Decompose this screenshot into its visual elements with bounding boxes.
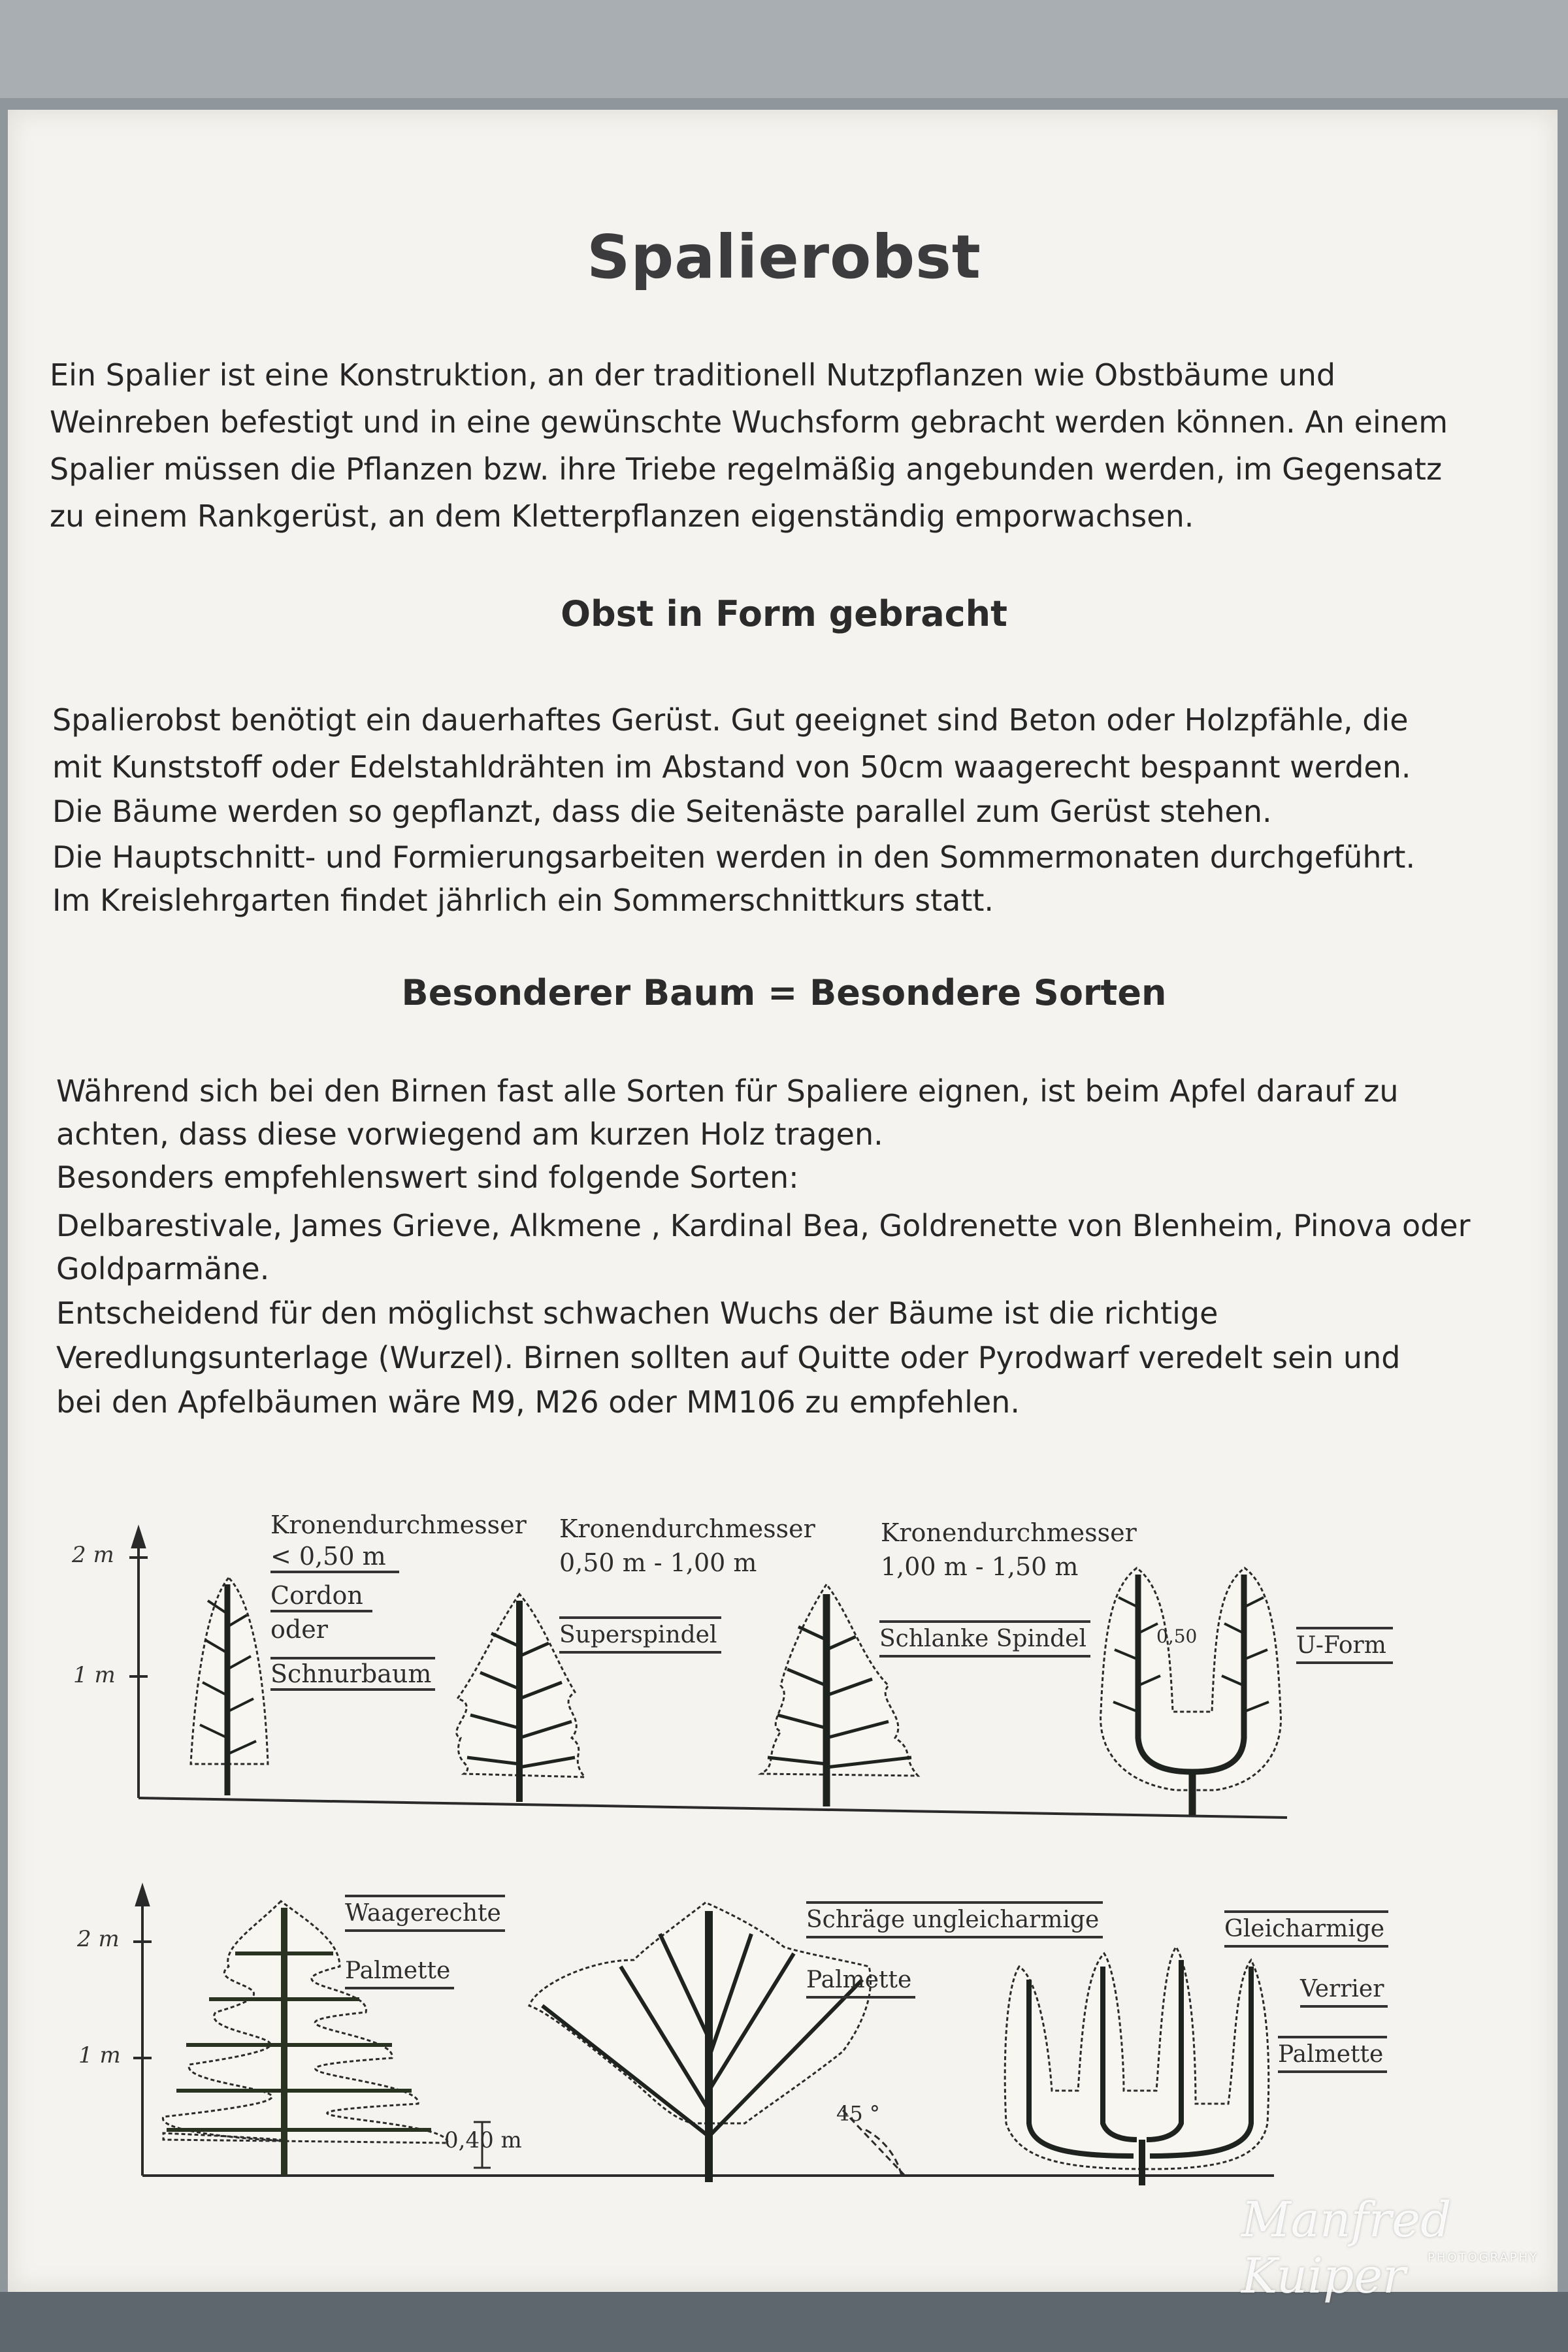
label-waagerechte: Waagerechte <box>345 1895 505 1932</box>
label-palmette-1: Palmette <box>345 1957 454 1989</box>
group1-title: Kronendurchmesser <box>270 1511 527 1539</box>
row2-axis-label-1m: 1 m <box>78 2042 121 2068</box>
sign-title: Spalierobst <box>587 222 981 292</box>
section2-line: Veredlungsunterlage (Wurzel). Birnen sollten auf Quitte oder Pyrodwarf veredelt sein und <box>56 1340 1401 1375</box>
label-schnurbaum: Schnurbaum <box>270 1657 435 1691</box>
row2-axis-label-2m: 2 m <box>77 1926 120 1952</box>
group1-range: < 0,50 m <box>270 1542 399 1573</box>
group3-range: 1,00 m - 1,50 m <box>881 1552 1079 1581</box>
tree-schlanke-spindel <box>761 1584 918 1806</box>
section1-line: Die Bäume werden so gepflanzt, dass die Seitenäste parallel zum Gerüst stehen. <box>52 794 1272 829</box>
intro-line: Weinreben befestigt und in eine gewünschte Wuchsform gebracht werden können. An einem <box>50 404 1448 440</box>
row1-axis-label-2m: 2 m <box>72 1542 114 1568</box>
intro-line: Spalier müssen die Pflanzen bzw. ihre Triebe regelmäßig angebunden werden, im Gegensatz <box>50 451 1443 487</box>
tree-schraege-palmette <box>529 1903 905 2182</box>
photographer-watermark: Manfred Kuiper <box>1241 2192 1452 2304</box>
section1-line: mit Kunststoff oder Edelstahldrähten im Abstand von 50cm waagerecht bespannt werden. <box>52 749 1411 785</box>
section2-line: Entscheidend für den möglichst schwachen Wuchs der Bäume ist die richtige <box>56 1296 1218 1331</box>
tree-waagerechte-palmette <box>163 1901 491 2176</box>
section2-line: Delbarestivale, James Grieve, Alkmene , Kardinal Bea, Goldrenette von Blenheim, Pinova oder <box>56 1208 1471 1243</box>
label-palmette-2: Palmette <box>806 1967 915 1999</box>
section2-line: achten, dass diese vorwiegend am kurzen Holz tragen. <box>56 1117 883 1152</box>
row1-axis-arrow <box>133 1529 144 1547</box>
label-oder: oder <box>270 1615 328 1644</box>
group2-title: Kronendurchmesser <box>559 1514 815 1543</box>
label-schraege: Schräge ungleicharmige <box>806 1901 1103 1938</box>
section2-line: Besonders empfehlenswert sind folgende Sorten: <box>56 1160 799 1195</box>
intro-line: Ein Spalier ist eine Konstruktion, an der traditionell Nutzpflanzen wie Obstbäume und <box>50 357 1336 393</box>
section-heading-obst: Obst in Form gebracht <box>561 593 1007 634</box>
section1-line: Spalierobst benötigt ein dauerhaftes Gerüst. Gut geeignet sind Beton oder Holzpfähle, die <box>52 702 1409 738</box>
section-heading-sorten: Besonderer Baum = Besondere Sorten <box>401 972 1167 1013</box>
label-u-spacing: 0,50 <box>1156 1625 1198 1647</box>
group3-title: Kronendurchmesser <box>881 1518 1137 1547</box>
label-schlanke-spindel: Schlanke Spindel <box>879 1620 1090 1658</box>
photographer-watermark-sub: PHOTOGRAPHY <box>1428 2251 1539 2264</box>
section2-line: bei den Apfelbäumen wäre M9, M26 oder MM106 zu empfehlen. <box>56 1384 1020 1420</box>
row1-ground-line <box>139 1798 1287 1818</box>
group2-range: 0,50 m - 1,00 m <box>559 1548 757 1577</box>
label-superspindel: Superspindel <box>559 1616 721 1654</box>
intro-line: zu einem Rankgerüst, an dem Kletterpflanzen eigenständig emporwachsen. <box>50 498 1194 534</box>
label-cordon: Cordon <box>270 1581 372 1612</box>
label-angle-45: 45 ° <box>836 2101 880 2126</box>
section1-line: Im Kreislehrgarten findet jährlich ein Sommerschnittkurs statt. <box>52 883 994 918</box>
label-u-form: U-Form <box>1296 1627 1393 1664</box>
tree-verrier-palmette <box>1005 1947 1269 2185</box>
tree-cordon <box>191 1578 268 1795</box>
label-palmette-3: Palmette <box>1278 2036 1387 2073</box>
tree-u-form <box>1101 1568 1281 1815</box>
section1-line: Die Hauptschnitt- und Formierungsarbeiten werden in den Sommermonaten durchgeführt. <box>52 840 1416 875</box>
row2-axis-arrow <box>137 1887 148 1905</box>
row1-axis-label-1m: 1 m <box>73 1662 116 1688</box>
label-gleicharmige: Gleicharmige <box>1224 1910 1388 1948</box>
label-spacing-040: 0,40 m <box>444 2127 522 2153</box>
section2-line: Während sich bei den Birnen fast alle Sorten für Spaliere eignen, ist beim Apfel darauf zu <box>56 1073 1399 1109</box>
section2-line: Goldparmäne. <box>56 1251 270 1286</box>
label-verrier: Verrier <box>1300 1976 1388 2008</box>
